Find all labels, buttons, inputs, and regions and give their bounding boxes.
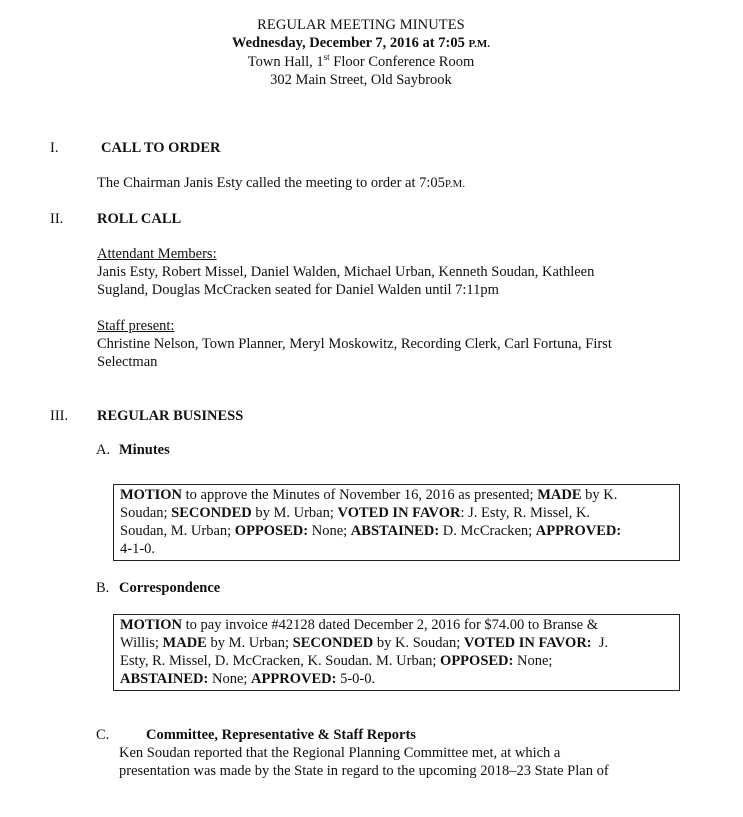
subsection-title-minutes: Minutes xyxy=(119,442,170,458)
document-title: REGULAR MEETING MINUTES xyxy=(257,17,465,33)
subsection-letter-c: C. xyxy=(96,727,110,743)
staff-present-line: Selectman xyxy=(97,354,158,370)
subsection-title-correspondence: Correspondence xyxy=(119,580,221,596)
attendant-members xyxy=(97,245,697,299)
committee-report-line: Ken Soudan reported that the Regional Planning Committee met, at which a xyxy=(119,745,561,761)
committee-report-line: presentation was made by the State in regard to the upcoming 2018–23 State Plan of xyxy=(119,763,609,779)
section-heading-call-to-order: CALL TO ORDER xyxy=(101,140,221,156)
motion-line: 4-1-0. xyxy=(120,541,156,557)
attendant-members-line: Janis Esty, Robert Missel, Daniel Walden, Michael Urban, Kenneth Soudan, Kathleen xyxy=(97,264,595,280)
staff-present-line: Christine Nelson, Town Planner, Meryl Moskowitz, Recording Clerk, Carl Fortuna, First xyxy=(97,336,612,352)
section-numeral-3: III. xyxy=(50,408,69,424)
motion-box-correspondence xyxy=(113,614,680,691)
staff-present xyxy=(97,317,697,371)
motion-line: Soudan, M. Urban; OPPOSED: None; ABSTAINED: D. McCracken; APPROVED: xyxy=(120,523,622,539)
section-heading-roll-call: ROLL CALL xyxy=(97,211,182,227)
staff-present-label: Staff present: xyxy=(97,318,175,334)
attendant-members-label: Attendant Members: xyxy=(97,246,217,262)
motion-line: Esty, R. Missel, D. McCracken, K. Soudan. M. Urban; OPPOSED: None; xyxy=(120,653,553,669)
section-heading-regular-business: REGULAR BUSINESS xyxy=(97,408,244,424)
meeting-date: Wednesday, December 7, 2016 at 7:05 P.M. xyxy=(231,35,491,51)
meeting-location: Town Hall, 1st Floor Conference Room xyxy=(247,52,475,70)
subsection-letter-a: A. xyxy=(96,442,111,458)
document-header xyxy=(0,16,722,89)
section-numeral-2: II. xyxy=(50,211,64,227)
motion-line: Willis; MADE by M. Urban; SECONDED by K. Soudan; VOTED IN FAVOR: J. xyxy=(120,635,609,651)
motion-line: MOTION to pay invoice #42128 dated December 2, 2016 for $74.00 to Branse & xyxy=(120,617,598,633)
motion-box-minutes xyxy=(113,484,680,561)
subsection-title-committee-reports: Committee, Representative & Staff Reports xyxy=(146,727,416,743)
subsection-letter-b: B. xyxy=(96,580,110,596)
meeting-address: 302 Main Street, Old Saybrook xyxy=(270,72,452,88)
call-to-order-text: The Chairman Janis Esty called the meeting to order at 7:05P.M. xyxy=(97,175,466,191)
motion-line: ABSTAINED: None; APPROVED: 5-0-0. xyxy=(120,671,376,687)
motion-line: Soudan; SECONDED by M. Urban; VOTED IN FAVOR: J. Esty, R. Missel, K. xyxy=(120,505,591,521)
section-numeral-1: I. xyxy=(50,140,59,156)
committee-report-text xyxy=(119,744,719,780)
motion-line: MOTION to approve the Minutes of November 16, 2016 as presented; MADE by K. xyxy=(120,487,618,503)
attendant-members-line: Sugland, Douglas McCracken seated for Daniel Walden until 7:11pm xyxy=(97,282,499,298)
